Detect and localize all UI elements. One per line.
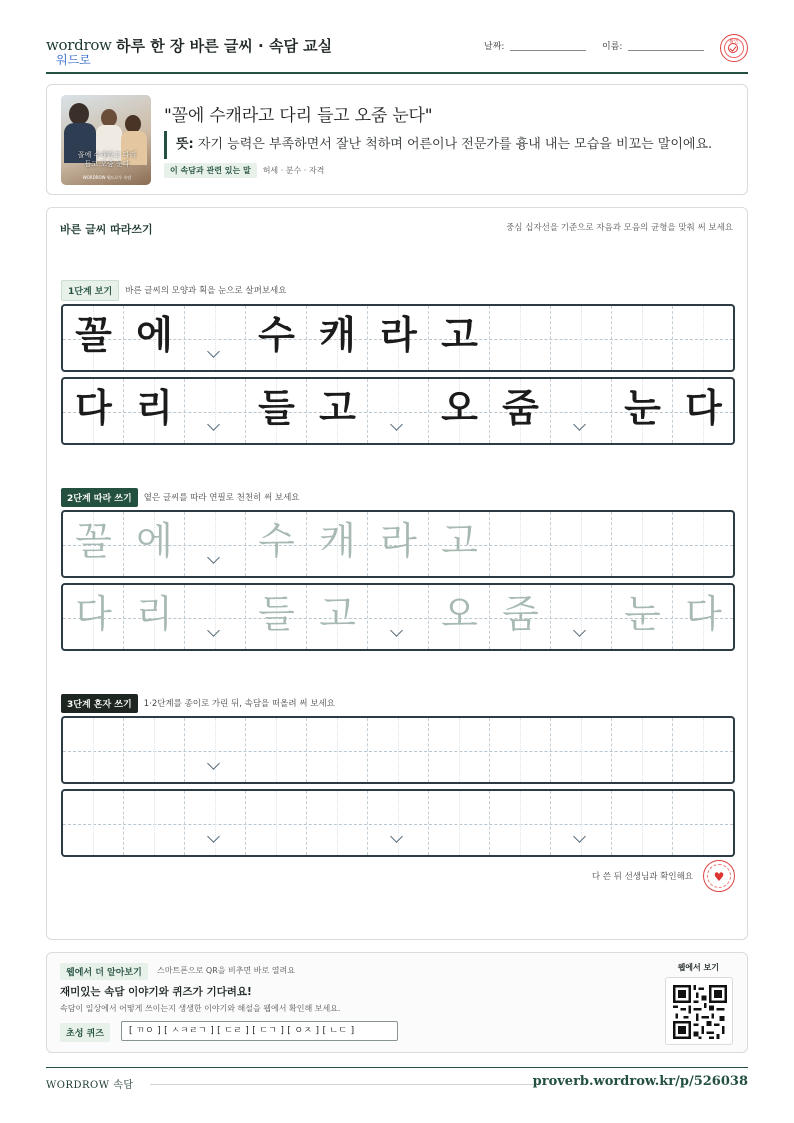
cell-guide-line [581,585,582,649]
writing-cell [124,306,185,370]
writing-cell [612,379,673,443]
model-character: 꼴 [75,313,112,357]
writing-cell[interactable] [490,512,551,576]
stamp-text: 확인 [729,39,739,45]
space-mark-icon [390,423,404,431]
writing-cell[interactable] [612,512,673,576]
web-more-card [46,952,748,1053]
cell-guide-line [642,306,643,370]
cell-guide-line [398,791,399,855]
writing-cell[interactable] [124,791,185,855]
cell-guide-line [520,791,521,855]
qr-code-icon[interactable] [665,977,733,1045]
writing-cell[interactable] [429,512,490,576]
writing-cell[interactable] [612,791,673,855]
step3-badge: 3단계 혼자 쓰기 [61,694,138,713]
practice-panel [46,207,748,940]
step2-desc: 옅은 글씨를 따라 연필로 천천히 써 보세요 [143,493,300,503]
trace-character: 다 [685,592,722,636]
writing-cell [551,306,612,370]
trace-character: 수 [258,519,295,563]
writing-cell [368,306,429,370]
writing-cell[interactable] [307,585,368,649]
model-character: 들 [258,386,295,430]
writing-cell[interactable] [368,718,429,782]
footer-separator [150,1084,536,1085]
footer-divider [46,1067,748,1068]
trace-character: 고 [319,592,356,636]
writing-cell[interactable] [307,791,368,855]
writing-cell[interactable] [429,585,490,649]
space-mark-icon [207,762,221,770]
writing-cell[interactable] [551,585,612,649]
cell-guide-line [93,791,94,855]
cell-guide-line [215,512,216,576]
writing-cell[interactable] [368,585,429,649]
related-words [164,163,324,178]
cell-guide-line [215,718,216,782]
heart-stamp-icon: ♥ [703,860,735,892]
footer-url-link[interactable]: proverb.wordrow.kr/p/526038 [532,1074,748,1089]
proverb-card [46,84,748,195]
illustration-subcaption: WORDROW 워드로우 속담 [82,175,132,180]
trace-character: 다 [75,592,112,636]
writing-cell[interactable] [490,718,551,782]
page-title: 하루 한 장 바른 글씨 · 속담 교실 [116,37,333,55]
web-more-title: 재미있는 속담 이야기와 퀴즈가 기다려요! [60,986,252,998]
cell-guide-line [215,306,216,370]
date-line[interactable] [510,41,586,51]
cell-guide-line [642,512,643,576]
web-more-desc: 속담이 일상에서 어떻게 쓰이는지 생생한 이야기와 해설을 웹에서 확인해 보세요. [60,1004,341,1013]
writing-cell[interactable] [124,718,185,782]
writing-cell [63,379,124,443]
web-more-subtitle: 스마트폰으로 QR을 비추면 바로 열려요 [157,966,295,975]
writing-cell[interactable] [246,791,307,855]
proverb-meaning [164,131,712,159]
step1-row-1 [61,304,735,372]
writing-cell [612,306,673,370]
writing-cell [246,306,307,370]
cell-guide-line [581,379,582,443]
quiz-badge: 초성 퀴즈 [60,1023,110,1042]
writing-cell [429,306,490,370]
cell-guide-line [642,791,643,855]
step3-row-1[interactable] [61,716,735,784]
cell-guide-line [459,718,460,782]
cell-guide-line [215,585,216,649]
writing-cell[interactable] [124,512,185,576]
initial-consonant-quiz: [ ㄲㅇ ] [ ㅅㅋㄹㄱ ] [ ㄷㄹ ] [ ㄷㄱ ] [ ㅇㅈ ] [ ㄴㄷ ] [121,1021,398,1041]
name-line[interactable] [628,41,704,51]
cell-guide-line [703,512,704,576]
step1-badge: 1단계 보기 [61,280,119,301]
writing-cell[interactable] [185,585,246,649]
wordrow-logo [46,36,110,66]
model-character: 줌 [502,386,539,430]
name-field[interactable] [602,39,704,52]
cell-guide-line [398,379,399,443]
cell-guide-line [581,718,582,782]
cell-guide-line [581,306,582,370]
trace-character: 눈 [624,592,661,636]
step2-badge: 2단계 따라 쓰기 [61,488,138,507]
cell-guide-line [154,718,155,782]
illustration-caption: 꼴에 수캐라고 다리 들고 오줌 눈다 [77,151,137,168]
trace-character: 캐 [319,519,356,563]
writing-cell[interactable] [124,585,185,649]
cell-guide-line [398,585,399,649]
logo-wordmark: wordrow [46,36,112,54]
writing-cell [307,306,368,370]
trace-character: 라 [380,519,417,563]
model-character: 캐 [319,313,356,357]
writing-cell[interactable] [612,585,673,649]
model-character: 다 [75,386,112,430]
space-mark-icon [573,629,587,637]
writing-cell [368,379,429,443]
space-mark-icon [207,423,221,431]
space-mark-icon [207,629,221,637]
step3-header [61,694,335,713]
model-character: 고 [441,313,478,357]
writing-cell[interactable] [673,512,734,576]
writing-cell [63,306,124,370]
writing-cell[interactable] [490,791,551,855]
model-character: 다 [685,386,722,430]
trace-character: 꼴 [75,519,112,563]
cell-guide-line [581,791,582,855]
step1-desc: 바른 글씨의 모양과 획을 눈으로 살펴보세요 [125,286,287,296]
step1-row-2 [61,377,735,445]
qr-label: 웹에서 보기 [677,963,719,972]
page-header [46,30,748,74]
space-mark-icon [390,835,404,843]
meaning-text: 자기 능력은 부족하면서 잘난 척하며 어른이나 전문가를 흉내 내는 모습을 비꼬는 말이에요. [197,137,713,152]
model-character: 오 [441,386,478,430]
writing-cell[interactable] [246,718,307,782]
space-mark-icon [207,350,221,358]
step2-header [61,488,300,507]
writing-cell[interactable] [673,718,734,782]
related-tag: 이 속담과 관련 있는 말 [164,163,257,178]
writing-cell[interactable] [63,791,124,855]
writing-cell [307,379,368,443]
trace-character: 들 [258,592,295,636]
writing-cell[interactable] [246,585,307,649]
writing-cell[interactable] [307,512,368,576]
related-list: 허세 · 분수 · 자격 [262,166,325,175]
practice-hint: 중심 십자선을 기준으로 자음과 모음의 균형을 맞춰 써 보세요 [506,223,733,233]
writing-cell[interactable] [551,718,612,782]
cell-guide-line [154,791,155,855]
space-mark-icon [573,423,587,431]
writing-cell[interactable] [429,718,490,782]
check-stamp-icon [720,34,748,62]
name-label: 이름: [602,42,623,52]
writing-cell[interactable] [307,718,368,782]
space-mark-icon [390,629,404,637]
writing-cell[interactable] [185,791,246,855]
writing-cell[interactable] [63,718,124,782]
writing-cell [124,379,185,443]
cell-guide-line [337,718,338,782]
cell-guide-line [276,718,277,782]
cell-guide-line [398,718,399,782]
model-character: 눈 [624,386,661,430]
writing-cell [490,379,551,443]
cell-guide-line [215,379,216,443]
cell-guide-line [459,791,460,855]
writing-cell[interactable] [368,791,429,855]
trace-character: 오 [441,592,478,636]
model-character: 라 [380,313,417,357]
trace-character: 고 [441,519,478,563]
writing-cell[interactable] [612,718,673,782]
writing-cell[interactable] [185,718,246,782]
writing-cell[interactable] [246,512,307,576]
teacher-check-note: 다 쓴 뒤 선생님과 확인해요 [591,872,693,882]
cell-guide-line [520,306,521,370]
writing-cell [429,379,490,443]
writing-cell [490,306,551,370]
date-label: 날짜: [484,42,505,52]
writing-cell[interactable] [673,585,734,649]
writing-cell[interactable] [368,512,429,576]
model-character: 수 [258,313,295,357]
step3-row-2[interactable] [61,789,735,857]
space-mark-icon [573,835,587,843]
cell-guide-line [642,718,643,782]
writing-cell[interactable] [63,585,124,649]
meaning-label: 뜻: [176,137,194,152]
writing-cell [673,379,734,443]
cell-guide-line [703,791,704,855]
writing-cell[interactable] [429,791,490,855]
practice-title: 바른 글씨 따라쓰기 [60,223,153,236]
model-character: 에 [136,313,173,357]
writing-cell[interactable] [551,512,612,576]
writing-cell[interactable] [490,585,551,649]
writing-cell [185,379,246,443]
proverb-illustration [61,95,151,185]
cell-guide-line [337,791,338,855]
step1-header [61,280,286,301]
writing-cell [246,379,307,443]
model-character: 고 [319,386,356,430]
cell-guide-line [93,718,94,782]
cell-guide-line [703,718,704,782]
trace-character: 줌 [502,592,539,636]
writing-cell [551,379,612,443]
model-character: 리 [136,386,173,430]
space-mark-icon [207,835,221,843]
trace-character: 에 [136,519,173,563]
cell-guide-line [520,512,521,576]
writing-cell[interactable] [63,512,124,576]
web-more-badge: 웹에서 더 알아보기 [60,963,148,980]
date-field[interactable] [484,39,586,52]
logo-korean: 워드로 [56,53,91,67]
writing-cell [185,306,246,370]
writing-cell[interactable] [551,791,612,855]
cell-guide-line [703,306,704,370]
cell-guide-line [520,718,521,782]
step2-row-1[interactable] [61,510,735,578]
writing-cell[interactable] [185,512,246,576]
writing-cell [673,306,734,370]
cell-guide-line [581,512,582,576]
space-mark-icon [207,556,221,564]
step2-row-2[interactable] [61,583,735,651]
writing-cell[interactable] [673,791,734,855]
cell-guide-line [215,791,216,855]
step3-desc: 1·2단계를 종이로 가린 뒤, 속담을 떠올려 써 보세요 [143,699,335,709]
trace-character: 리 [136,592,173,636]
footer-brand: WORDROW 속담 [46,1080,134,1091]
proverb-text: "꼴에 수캐라고 다리 들고 오줌 눈다" [164,106,433,126]
cell-guide-line [276,791,277,855]
